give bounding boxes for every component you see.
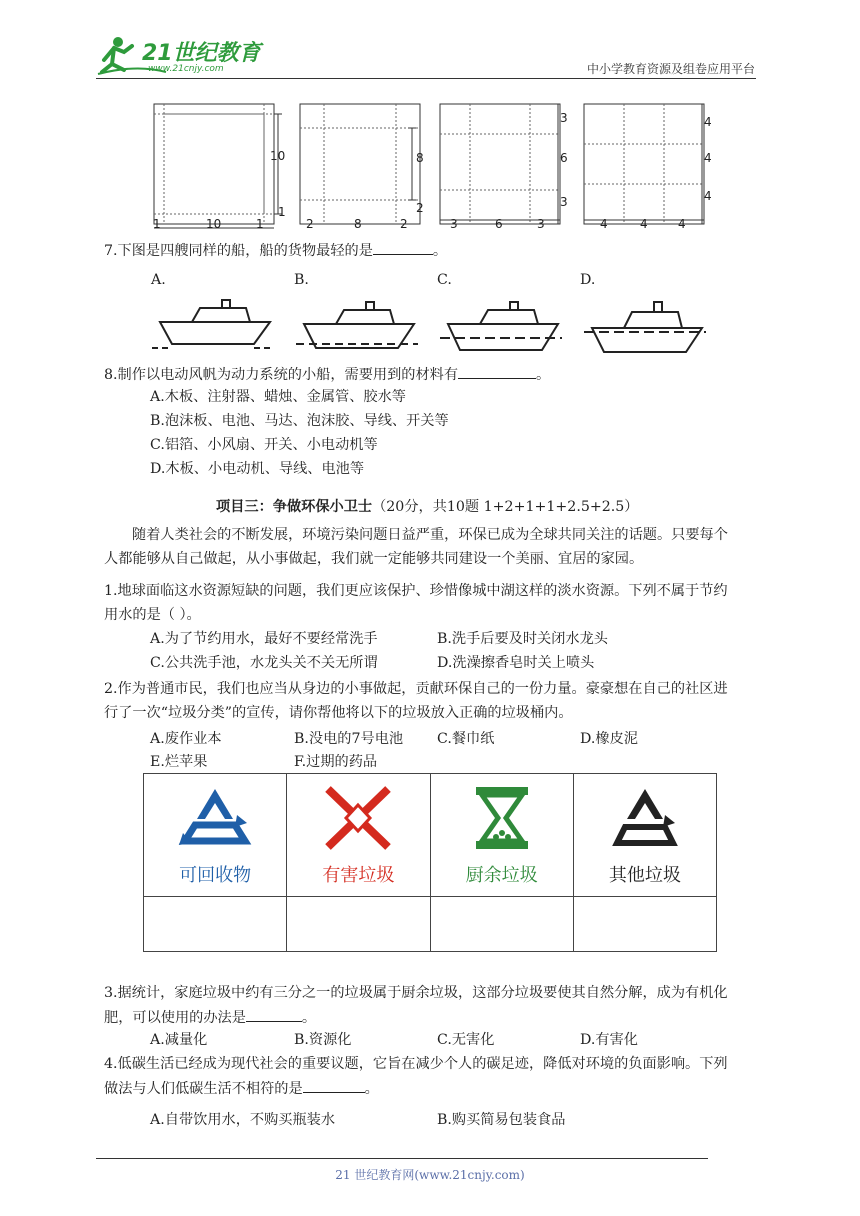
grid2-bottom-2a: 2 — [306, 217, 314, 231]
s3-question-4-line1: 4.低碳生活已经成为现代社会的重要议题，它旨在减少个人的碳足迹，降低对环境的负面影响。下列 — [104, 1056, 728, 1072]
s3q2-item-c[interactable]: C.餐巾纸 — [437, 731, 495, 747]
footer-link[interactable]: 21 世纪教育网(www.21cnjy.com) — [335, 1168, 525, 1182]
grid4-bottom-4a: 4 — [600, 217, 608, 231]
answer-blank[interactable] — [303, 1078, 365, 1093]
s3-question-1-line2: 用水的是（ ）。 — [104, 607, 201, 623]
s3q1-option-a[interactable]: A.为了节约用水，最好不要经常洗手 — [150, 631, 378, 647]
question-8-end: 。 — [536, 367, 551, 383]
grid4-bottom-4b: 4 — [640, 217, 648, 231]
q8-option-c[interactable]: C.铝箔、小风扇、开关、小电动机等 — [150, 437, 378, 453]
header-divider — [96, 78, 756, 79]
grid4-side-4b: 4 — [704, 151, 712, 165]
q7-option-a[interactable]: A. — [151, 272, 166, 288]
s3q4-option-b[interactable]: B.购买简易包装食品 — [437, 1112, 566, 1128]
s3q3-option-a[interactable]: A.减量化 — [150, 1032, 208, 1048]
grid1-bottom-10: 10 — [206, 217, 222, 231]
s3-question-3-line1: 3.据统计，家庭垃圾中约有三分之一的垃圾属于厨余垃圾，这部分垃圾要使其自然分解，成为有机化 — [104, 985, 728, 1001]
grid3-bottom-6: 6 — [495, 217, 503, 231]
grid3-side-3b: 3 — [560, 195, 568, 209]
s3q2-item-d[interactable]: D.橡皮泥 — [580, 731, 638, 747]
grid3-bottom-3b: 3 — [537, 217, 545, 231]
bin-kitchen — [430, 774, 573, 897]
answer-blank[interactable] — [458, 364, 536, 379]
kitchen-waste-icon — [462, 783, 542, 853]
s3-question-3-line2 — [104, 1007, 316, 1028]
bin-other-label: 其他垃圾 — [608, 865, 681, 886]
q7-option-b[interactable]: B. — [294, 272, 309, 288]
boat-d-icon — [584, 302, 706, 352]
grid2-bottom-2b: 2 — [400, 217, 408, 231]
s3q3-option-d[interactable]: D.有害化 — [580, 1032, 638, 1048]
boat-b-icon — [296, 302, 418, 348]
question-8 — [104, 364, 550, 385]
s3-question-4-end: 。 — [364, 1081, 379, 1097]
footer-divider — [96, 1158, 708, 1159]
boat-c-icon — [440, 302, 562, 350]
grid1-bottom-1a: 1 — [153, 217, 161, 231]
s3q2-item-a[interactable]: A.废作业本 — [150, 731, 222, 747]
q8-option-d[interactable]: D.木板、小电动机、导线、电池等 — [150, 461, 365, 477]
answer-blank[interactable] — [246, 1007, 302, 1022]
s3q1-option-c[interactable]: C.公共洗手池，水龙头关不关无所谓 — [150, 655, 378, 671]
bin-recyclable — [144, 774, 287, 897]
grid-figure-4 — [584, 104, 712, 231]
s3q2-item-e[interactable]: E.烂苹果 — [150, 754, 208, 770]
hazard-icon — [318, 783, 398, 853]
s3-question-4-text: 做法与人们低碳生活不相符的是 — [104, 1081, 303, 1097]
bin-answer-other[interactable] — [573, 897, 716, 952]
bin-answer-hazardous[interactable] — [287, 897, 430, 952]
s3q2-item-b[interactable]: B.没电的7号电池 — [294, 731, 404, 747]
logo-text: 21世纪教育 — [142, 41, 261, 66]
s3q1-option-d[interactable]: D.洗澡擦香皂时关上喷头 — [437, 655, 595, 671]
grid2-side-8: 8 — [416, 151, 424, 165]
grid3-side-6: 6 — [560, 151, 568, 165]
q8-option-a[interactable]: A.木板、注射器、蜡烛、金属管、胶水等 — [150, 389, 406, 405]
boat-figures — [150, 292, 720, 358]
bin-other — [573, 774, 716, 897]
s3-question-1-line1: 1.地球面临这水资源短缺的问题，我们更应该保护、珍惜像城中湖这样的淡水资源。下列不属于节约 — [104, 583, 728, 599]
s3-question-2-line1: 2.作为普通市民，我们也应当从身边的小事做起，贡献环保自己的一份力量。豪豪想在自己的社区进 — [104, 681, 728, 697]
s3-question-3-end: 。 — [301, 1010, 317, 1026]
section-3-title-rest: （20分，共10题 1+2+1+1+2.5+2.5） — [372, 499, 639, 515]
s3-question-4-line2 — [104, 1078, 379, 1099]
other-waste-icon — [605, 783, 685, 853]
s3q1-option-b[interactable]: B.洗手后要及时关闭水龙头 — [437, 631, 608, 647]
section-3-intro-1: 随着人类社会的不断发展，环境污染问题日益严重，环保已成为全球共同关注的话题。只要每个 — [132, 527, 728, 543]
grid3-side-3a: 3 — [560, 111, 568, 125]
section-3-title — [216, 497, 639, 517]
bin-recyclable-label: 可回收物 — [179, 865, 252, 886]
question-7-text: 7.下图是四艘同样的船，船的货物最轻的是 — [104, 243, 373, 259]
grid1-side-1: 1 — [278, 205, 286, 219]
bin-answer-kitchen[interactable] — [430, 897, 573, 952]
site-logo[interactable] — [96, 34, 266, 78]
platform-name: 中小学教育资源及组卷应用平台 — [586, 62, 755, 76]
grid-figure-3 — [440, 104, 568, 231]
bin-answer-recyclable[interactable] — [144, 897, 287, 952]
grid-figure-1 — [153, 104, 286, 231]
grid3-bottom-3a: 3 — [450, 217, 458, 231]
recycle-icon — [175, 783, 255, 853]
grid1-side-10: 10 — [270, 149, 286, 163]
section-3-title-bold: 项目三：争做环保小卫士 — [216, 499, 373, 515]
s3-question-2-line2: 行了一次“垃圾分类”的宣传，请你帮他将以下的垃圾放入正确的垃圾桶内。 — [104, 705, 573, 721]
q7-option-c[interactable]: C. — [437, 272, 452, 288]
s3q3-option-c[interactable]: C.无害化 — [437, 1032, 495, 1048]
bin-hazardous — [287, 774, 430, 897]
s3q2-item-f[interactable]: F.过期的药品 — [294, 754, 378, 770]
grid4-bottom-4c: 4 — [678, 217, 686, 231]
question-7 — [104, 240, 447, 261]
question-8-text: 8.制作以电动风帆为动力系统的小船，需要用到的材料有 — [104, 367, 459, 383]
q8-option-b[interactable]: B.泡沫板、电池、马达、泡沫胶、导线、开关等 — [150, 413, 449, 429]
bin-kitchen-label: 厨余垃圾 — [465, 865, 538, 886]
boat-a-icon — [152, 300, 274, 348]
grid-figures — [150, 100, 730, 232]
section-3-intro-2: 人都能够从自己做起，从小事做起，我们就一定能够共同建设一个美丽、宜居的家园。 — [104, 551, 644, 567]
s3q4-option-a[interactable]: A.自带饮用水，不购买瓶装水 — [150, 1112, 336, 1128]
s3q3-option-b[interactable]: B.资源化 — [294, 1032, 352, 1048]
grid-figure-2 — [300, 104, 424, 231]
s3-question-3-text: 肥，可以使用的办法是 — [104, 1010, 246, 1026]
q7-option-d[interactable]: D. — [580, 272, 596, 288]
question-7-end: 。 — [432, 243, 448, 259]
bin-hazardous-label: 有害垃圾 — [322, 865, 395, 886]
grid1-bottom-1b: 1 — [256, 217, 264, 231]
grid2-bottom-8: 8 — [354, 217, 362, 231]
logo-url: www.21cnjy.com — [148, 64, 224, 74]
grid4-side-4c: 4 — [704, 189, 712, 203]
grid2-side-2: 2 — [416, 201, 424, 215]
grid4-side-4a: 4 — [704, 115, 712, 129]
answer-blank[interactable] — [373, 240, 433, 255]
waste-bin-table — [143, 773, 717, 952]
